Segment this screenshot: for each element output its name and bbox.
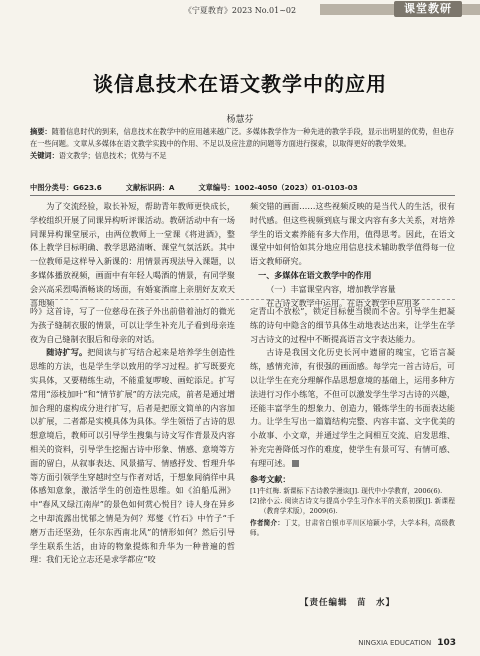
keywords — [30, 150, 455, 162]
abstract-block — [30, 126, 455, 162]
intro-continued: 频交错的画面……这些视频反映的是当代人的生活，很有时代感。但这些视频到底与课文内容有多大关系，对培养学生的语文素养能有多大作用，值得思考。因此，在语文课堂中如何恰如其分地应用信息技术辅助教学值得每一位语文教师研究。 — [250, 201, 455, 267]
bio-label: 作者简介： — [250, 519, 285, 528]
body-paragraph-poetry — [250, 346, 455, 470]
section-divider — [30, 299, 455, 300]
article-number: 文章编号：1002-4050（2023）01-0103-03 — [198, 183, 358, 192]
page-number: 103 — [437, 638, 456, 648]
expand-text: 把阅读与扩写结合起来是培养学生创造性思维的方法，也是学生学以致用的学习过程。扩写既要充实具体，又要精练生动，不能重复啰唆、画蛇添足。扩写常用“添枝加叶”和“情节扩展”的方法完成，前者是通过增加合理的虚构成分进行扩写，后者是把原文简单的内容加以扩展，二者都是实模具体为具体。学生领悟了古诗的思想意境后，教师可以引导学生搜集与诗文写作背景及内容相关的资料，引导学生挖掘古诗中形象、情感、意境等方面的留白，从叙事表达、风景描写、情感抒发、哲理升华等方面引领学生穿越时空与作者对话，于想象间徜徉中具体感知意象，激活学生的创造性思维。如《泊船瓜洲》中“春风又绿江南岸”的景色如何赏心悦目？诗人身在异乡之中却流露出忧郁之情是为何？郑燮《竹石》中竹子“千磨万击还坚劲，任尔东西南北风”的情形如何？然后引导学生联系生活，由诗的物象提炼和升华为一种普遍的哲理：我们无论立志还是求学都应“咬 — [30, 347, 235, 565]
page-footer — [358, 638, 456, 648]
bio-text: 丁艾，甘肃省白银市平川区培颖小学，大学本科，高级教师。 — [250, 519, 456, 538]
intro-right-column — [250, 200, 455, 310]
intro-left-column — [30, 200, 235, 310]
subsection-text-1: 在古诗文教学中运用。在语文教学中应用多 — [266, 297, 420, 308]
magazine-name: NINGXIA EDUCATION — [358, 639, 432, 647]
intro-paragraph: 为了交流经验，取长补短，帮助青年教师更快成长，学校组织开展了同课异构听评课活动。教研活动中有一场同课异构课堂展示，由两位教师上一堂课《将进酒》，整体上教学目标明确、教学思路清晰、课堂气氛活跃。其中一位教师是这样导入新课的：用情景再现法导入课题，以多媒体播放视频，画面中有年轻人喝酒的情景，有同学聚会兴高采烈喝酒畅谈的场面，有婚宴酒席上亲朋好友欢天喜地频 — [30, 201, 235, 308]
article-author: 杨慧芬 — [226, 115, 254, 125]
reference-item: [1]牛红梅. 新课标下古诗教学漫谈[J]. 现代中小学教育，2006(6). — [250, 487, 443, 496]
classification-row — [30, 183, 455, 193]
body-right-column — [250, 305, 455, 538]
body-paragraph-expand — [30, 346, 235, 567]
body-paragraph-continued: 定青山不放松”，锁定目标便当锲而不舍。引导学生把凝练的诗句中隐含的细节具体生动地表达出来，让学生在学习古诗文的过程中不断提高语言文字表达能力。 — [250, 306, 455, 344]
end-mark-icon — [292, 460, 299, 467]
responsible-editor: 【责任编辑 苗 水】 — [300, 598, 396, 608]
section-tag: 课堂教研 — [394, 1, 462, 17]
poetry-text: 古诗是我国文化历史长河中遗留的瑰宝，它语言凝练，感情充沛，有很强的画面感。每学完一首古诗后，可以让学生在充分理解作品思想意境的基础上，运用多种方法进行习作小练笔，不但可以激发学生学习古诗的兴趣，还能丰富学生的想象力、创造力，锻炼学生的书面表达能力。让学生写出一篇篇结构完整、内容丰富、文字优美的小故事、小文章，并通过学生之间相互交流、启发思维、补充完善降低习作的难度，使学生有景可写、有情可感、有理可述。 — [250, 347, 455, 468]
body-paragraph: 吟》这首诗，写了一位慈母在孩子外出前借着油灯的微光为孩子缝制衣服的情景，可以让学生补充儿子看到母亲连夜为自己缝制衣服后和母亲的对话。 — [30, 306, 235, 344]
body-left-column — [30, 305, 235, 567]
journal-header: 《宁夏教育》2023 No.01~02 — [183, 6, 297, 15]
section-heading-1: 一、多媒体在语文教学中的作用 — [258, 269, 372, 280]
keywords-text: 语文教学；信息技术；优势与不足 — [58, 151, 167, 160]
abstract-text: 随着信息时代的到来，信息技术在教学中的应用越来越广泛。多媒体教学作为一种先进的教学手段，显示出明显的优势，但也存在一些问题。文章从多媒体在语文教学实践中的作用、不足以及应注意的问题等方面进行探索，以取得更好的教学效果。 — [30, 127, 455, 148]
abstract-label: 摘要： — [30, 127, 52, 136]
keywords-label: 关键词： — [30, 151, 59, 160]
subsection-heading-1: （一）丰富课堂内容，增加教学容量 — [266, 283, 396, 294]
reference-item: [2]徐小云. 阅读古诗文与提高小学生习作水平的关系初探[J]. 新课程（教育学术版），2009(6). — [250, 497, 455, 516]
meta-rule — [30, 195, 455, 196]
references-heading: 参考文献： — [250, 473, 291, 484]
author-bio — [250, 518, 455, 538]
expand-heading: 随诗扩写。 — [46, 347, 88, 358]
article-title: 谈信息技术在语文教学中的应用 — [93, 72, 387, 96]
references-list — [250, 486, 455, 516]
document-code: 文献标识码：A — [125, 183, 175, 192]
clc-number: 中图分类号：G623.6 — [30, 183, 102, 192]
abstract — [30, 126, 455, 150]
